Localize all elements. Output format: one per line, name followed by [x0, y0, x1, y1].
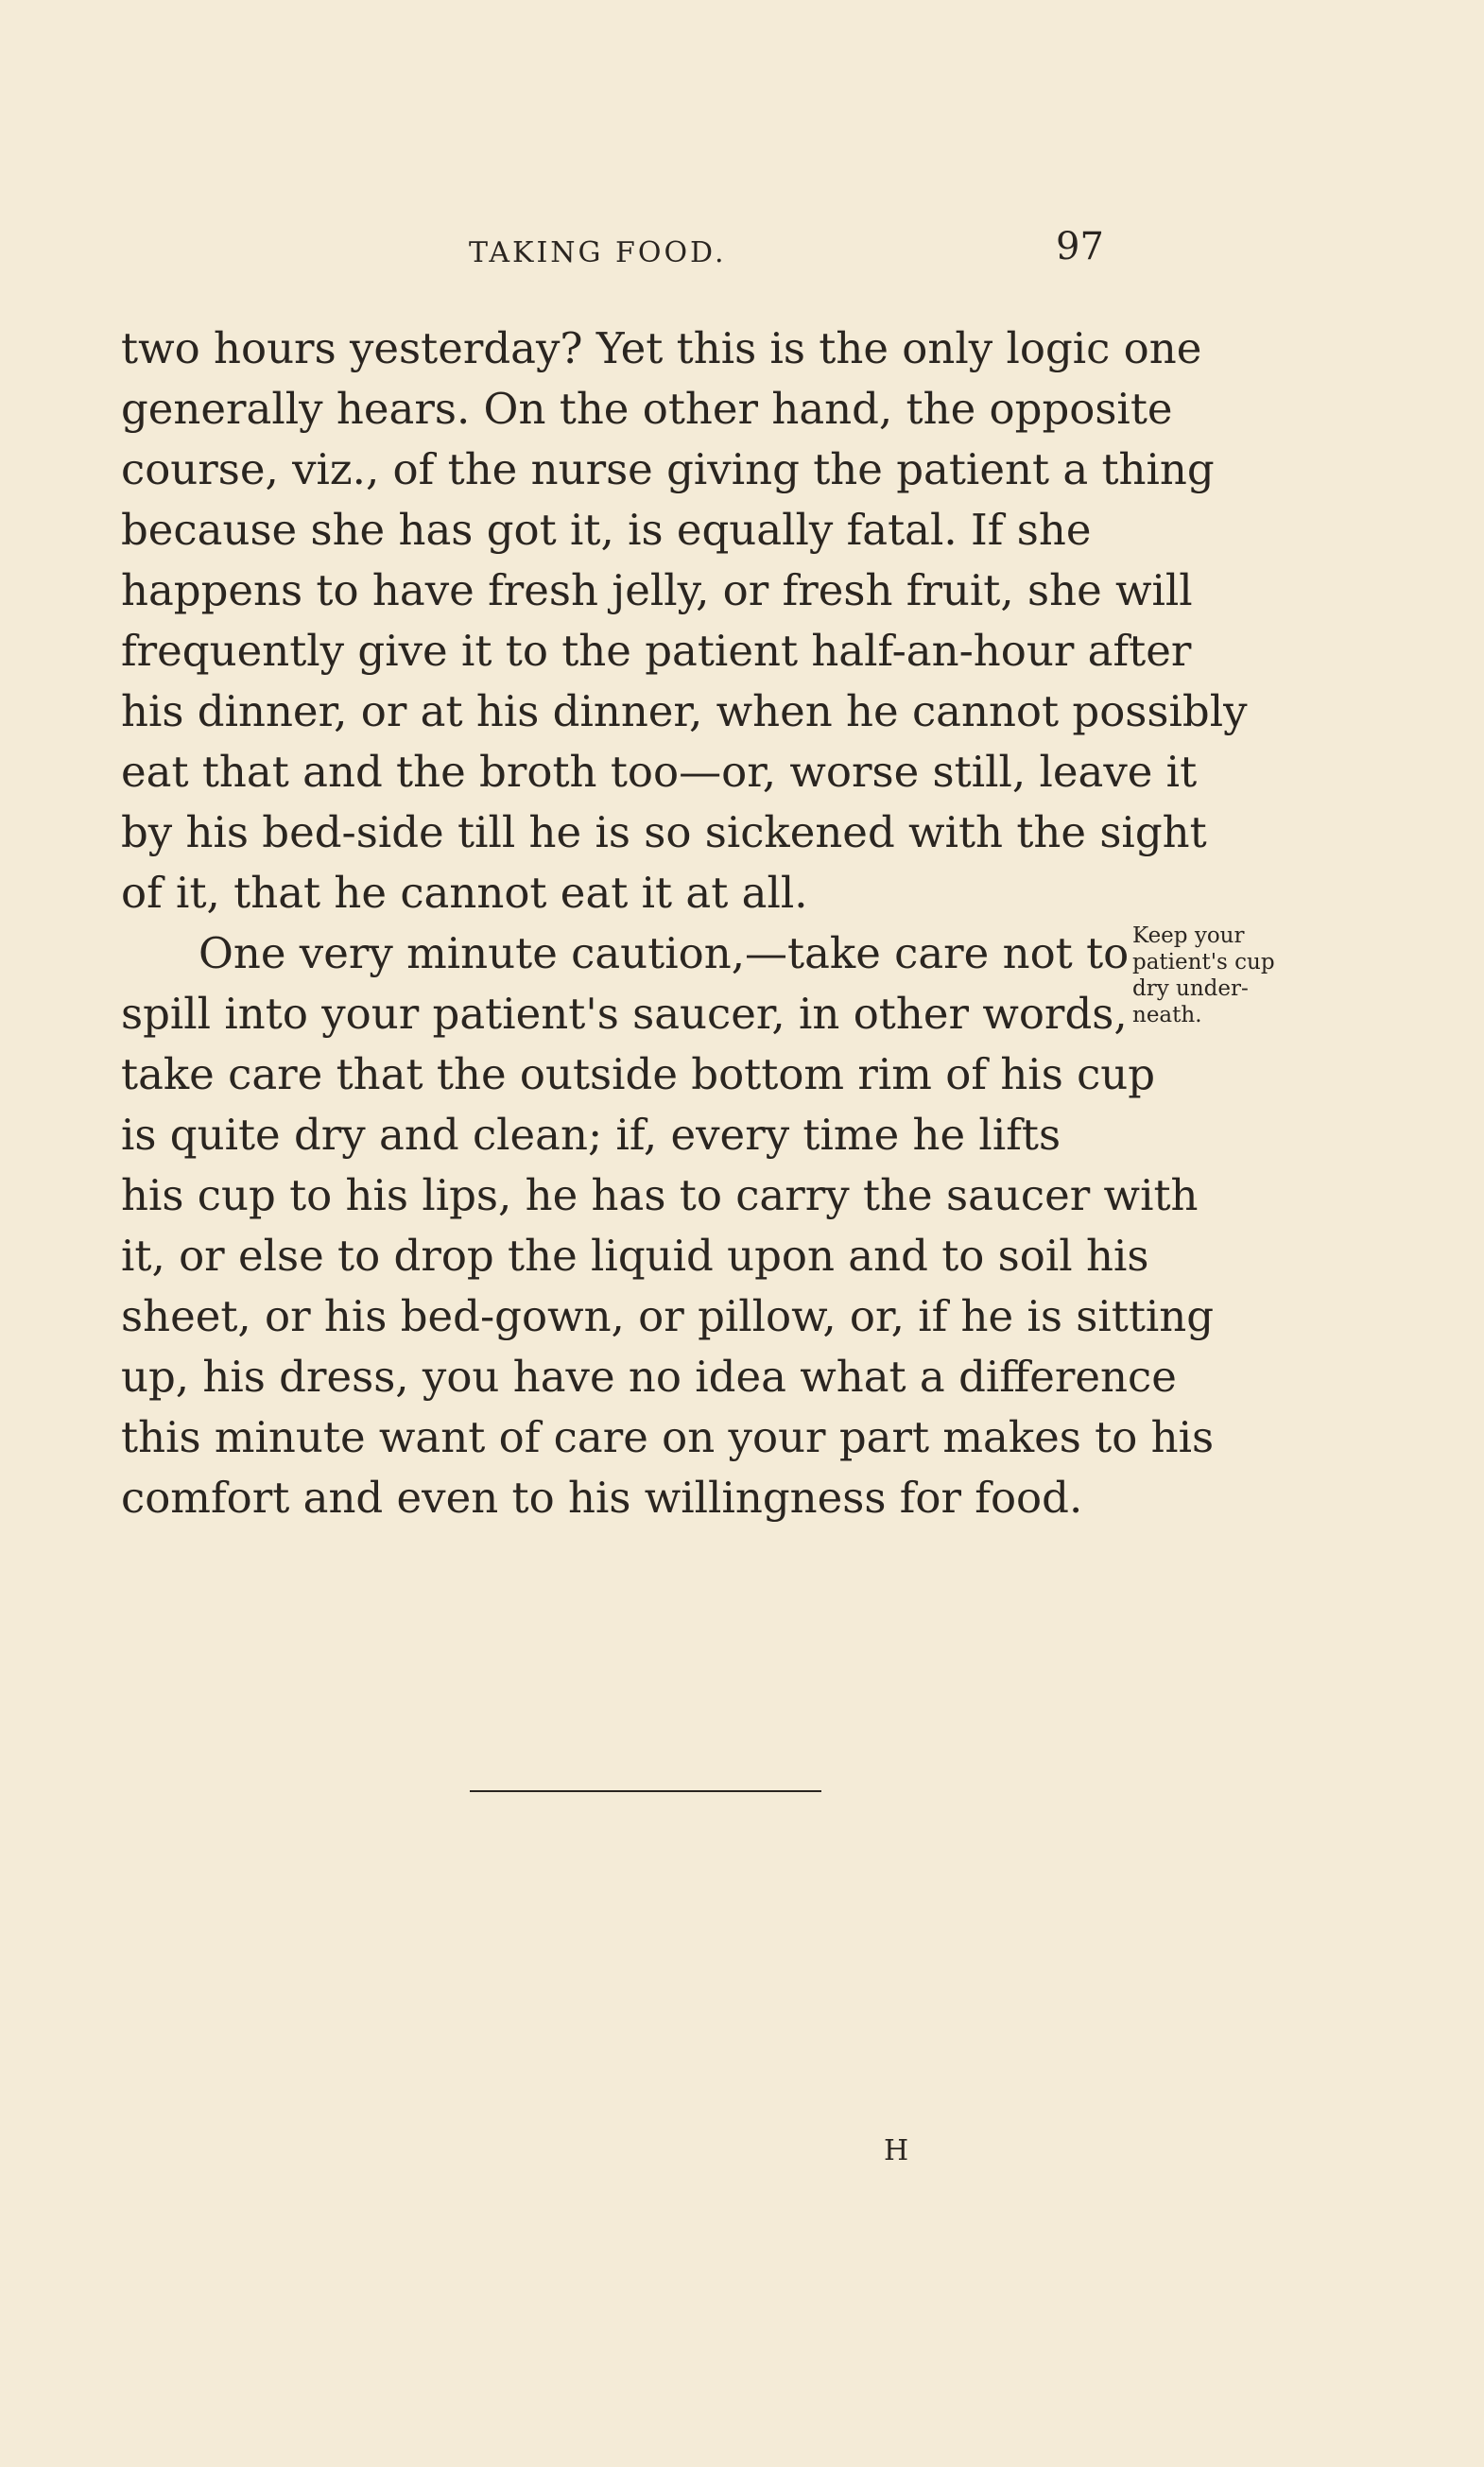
text-line: take care that the outside bottom rim of his cup: [121, 1049, 1156, 1099]
text-line: course, viz., of the nurse giving the patient a thing: [121, 444, 1215, 494]
signature-mark: H: [884, 2134, 909, 2167]
text-line: of it, that he cannot eat it at all.: [121, 868, 808, 918]
section-rule: [470, 1790, 821, 1792]
text-line: happens to have fresh jelly, or fresh fruit, she will: [121, 565, 1193, 615]
text-line: his dinner, or at his dinner, when he cannot possibly: [121, 686, 1248, 736]
text-line: up, his dress, you have no idea what a difference: [121, 1352, 1177, 1402]
text-line: it, or else to drop the liquid upon and to soil his: [121, 1231, 1149, 1281]
text-line: is quite dry and clean; if, every time he lifts: [121, 1110, 1061, 1160]
text-line: sheet, or his bed-gown, or pillow, or, if he is sitting: [121, 1291, 1215, 1341]
text-line: two hours yesterday? Yet this is the only logic one: [121, 323, 1202, 373]
text-line: One very minute caution,—take care not to: [198, 928, 1130, 978]
text-line: frequently give it to the patient half-an-hour after: [121, 626, 1192, 676]
running-head: [0, 223, 1484, 280]
text-line: this minute want of care on your part makes to his: [121, 1412, 1215, 1462]
page-number: 97: [1056, 225, 1104, 268]
running-title: TAKING FOOD.: [469, 236, 727, 269]
text-line: by his bed-side till he is so sickened with the sight: [121, 807, 1207, 857]
marginal-note-line: neath.: [1132, 1003, 1202, 1027]
marginal-note-line: dry under-: [1132, 976, 1249, 1001]
text-line: eat that and the broth too—or, worse still, leave it: [121, 747, 1198, 797]
marginal-note-line: Keep your: [1132, 923, 1245, 948]
text-line: because she has got it, is equally fatal. If she: [121, 505, 1092, 555]
text-line: spill into your patient's saucer, in other words,: [121, 989, 1128, 1039]
text-line: generally hears. On the other hand, the opposite: [121, 384, 1173, 434]
text-line: his cup to his lips, he has to carry the saucer with: [121, 1170, 1199, 1220]
marginal-note-line: patient's cup: [1132, 950, 1275, 975]
text-line: comfort and even to his willingness for food.: [121, 1473, 1083, 1523]
